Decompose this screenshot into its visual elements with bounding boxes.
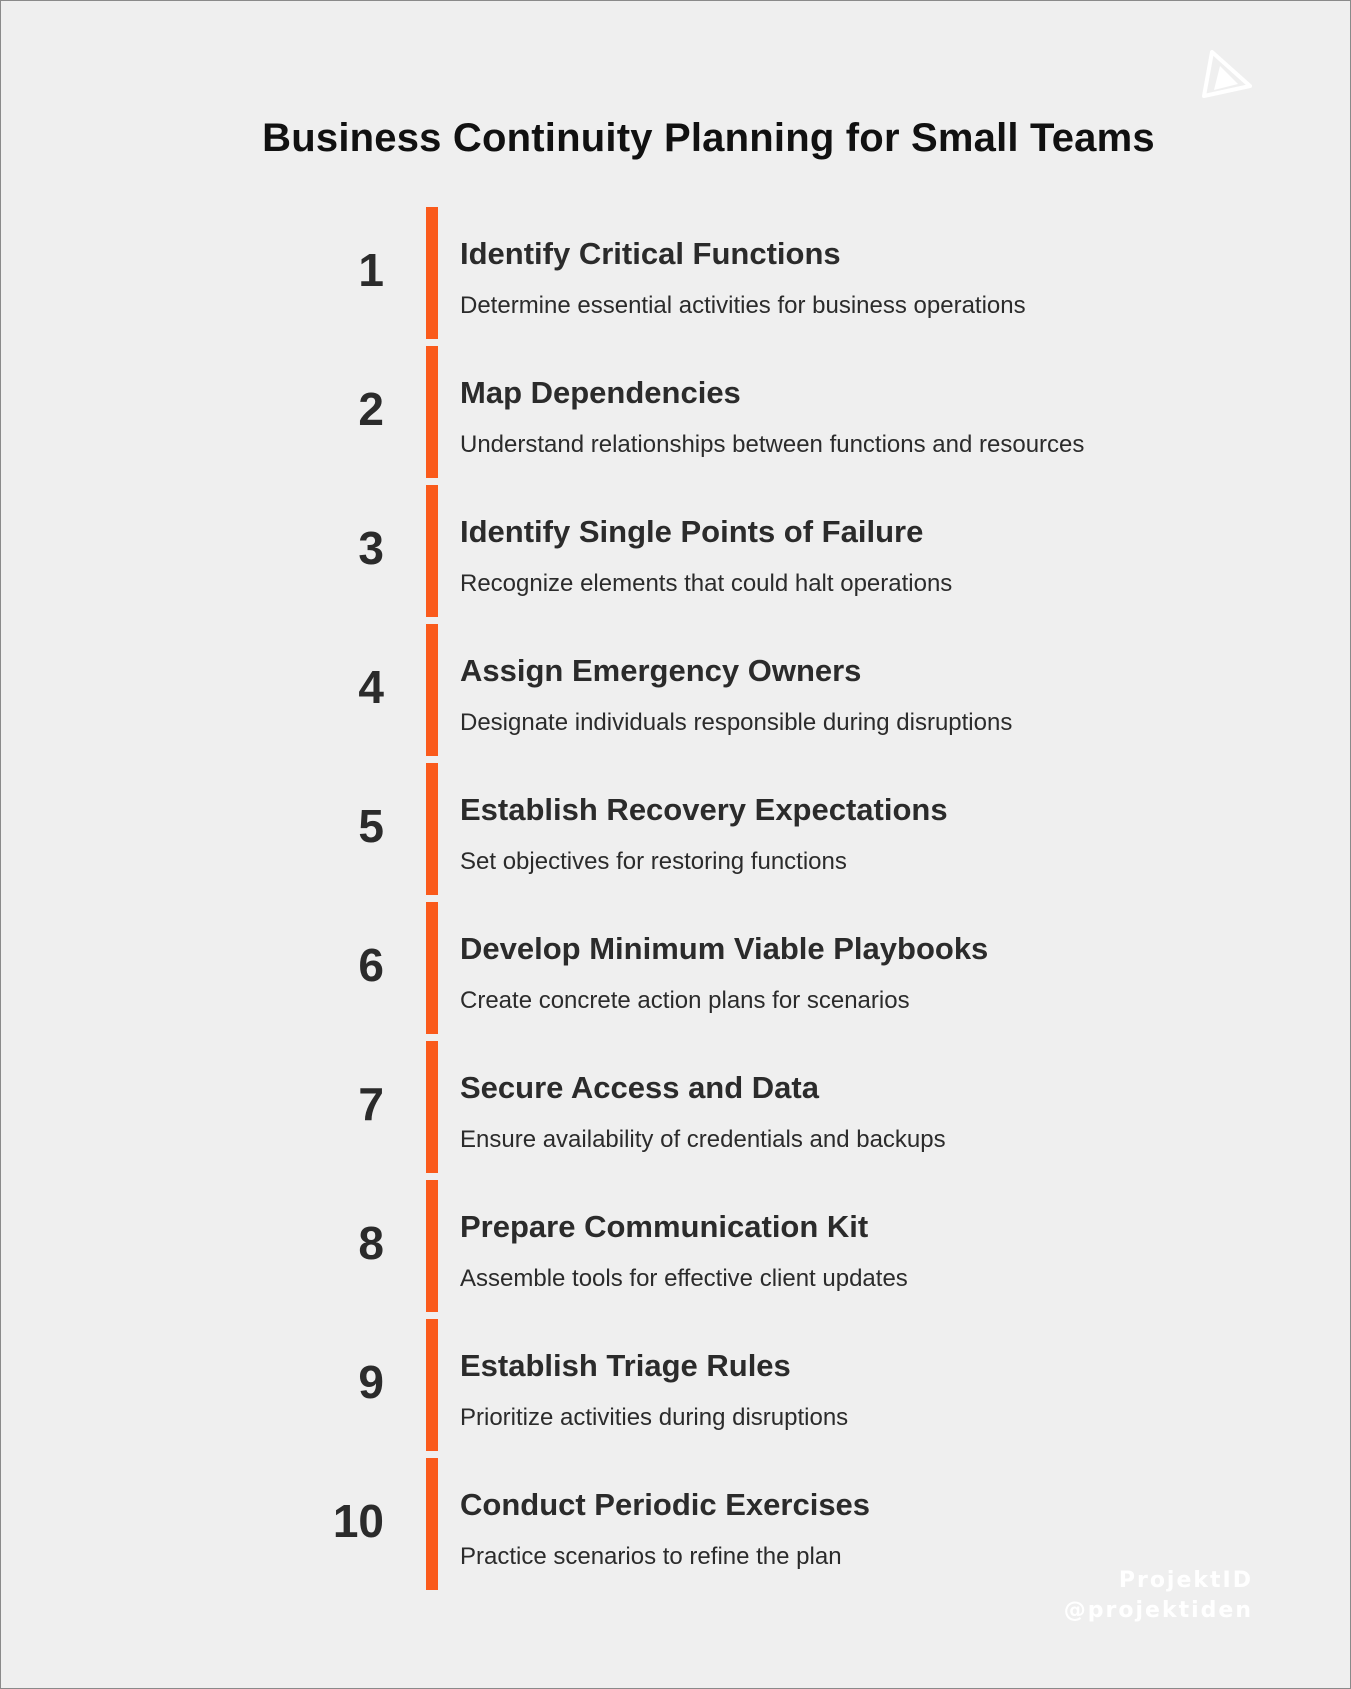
step-number: 6	[358, 939, 384, 991]
step-item	[0, 1319, 1351, 1451]
step-accent-bar	[426, 1180, 438, 1312]
watermark-handle: @projektiden	[1063, 1598, 1253, 1623]
step-item	[0, 1041, 1351, 1173]
step-accent-bar	[426, 902, 438, 1034]
step-item	[0, 346, 1351, 478]
step-description: Practice scenarios to refine the plan	[460, 1543, 842, 1570]
step-number: 4	[358, 661, 384, 713]
step-description: Set objectives for restoring functions	[460, 848, 847, 875]
watermark	[1064, 1566, 1253, 1626]
step-number: 1	[358, 244, 384, 296]
step-description: Prioritize activities during disruptions	[460, 1404, 849, 1431]
step-item	[0, 902, 1351, 1034]
step-item	[0, 207, 1351, 339]
step-number: 5	[358, 800, 384, 852]
step-description: Ensure availability of credentials and backups	[460, 1126, 946, 1153]
step-item	[0, 1180, 1351, 1312]
step-description: Determine essential activities for business operations	[460, 292, 1026, 319]
step-description: Designate individuals responsible during disruptions	[460, 709, 1013, 736]
sail-logo-icon	[1198, 50, 1256, 100]
step-number: 10	[332, 1495, 384, 1547]
step-accent-bar	[426, 346, 438, 478]
step-accent-bar	[426, 207, 438, 339]
page-title: Business Continuity Planning for Small Teams	[262, 116, 1155, 160]
step-title: Identify Single Points of Failure	[460, 514, 924, 549]
step-title: Establish Recovery Expectations	[460, 792, 948, 827]
step-number: 7	[358, 1078, 384, 1130]
step-number: 2	[358, 383, 384, 435]
step-title: Secure Access and Data	[460, 1070, 819, 1105]
step-title: Develop Minimum Viable Playbooks	[460, 931, 989, 966]
step-number: 8	[358, 1217, 384, 1269]
step-accent-bar	[426, 624, 438, 756]
step-description: Assemble tools for effective client updates	[460, 1265, 908, 1292]
step-description: Understand relationships between functions and resources	[460, 431, 1085, 458]
step-item	[0, 624, 1351, 756]
step-description: Create concrete action plans for scenarios	[460, 987, 910, 1014]
step-accent-bar	[426, 1319, 438, 1451]
step-accent-bar	[426, 485, 438, 617]
step-accent-bar	[426, 1041, 438, 1173]
step-title: Assign Emergency Owners	[460, 653, 862, 688]
step-title: Prepare Communication Kit	[460, 1209, 869, 1244]
step-description: Recognize elements that could halt operations	[460, 570, 953, 597]
step-accent-bar	[426, 763, 438, 895]
step-title: Map Dependencies	[460, 375, 741, 410]
step-item	[0, 485, 1351, 617]
watermark-brand: ProjektID	[1118, 1568, 1253, 1593]
step-title: Conduct Periodic Exercises	[460, 1487, 871, 1522]
step-item	[0, 763, 1351, 895]
step-accent-bar	[426, 1458, 438, 1590]
step-number: 3	[358, 522, 384, 574]
step-number: 9	[358, 1356, 384, 1408]
step-title: Establish Triage Rules	[460, 1348, 791, 1383]
step-title: Identify Critical Functions	[460, 236, 841, 271]
